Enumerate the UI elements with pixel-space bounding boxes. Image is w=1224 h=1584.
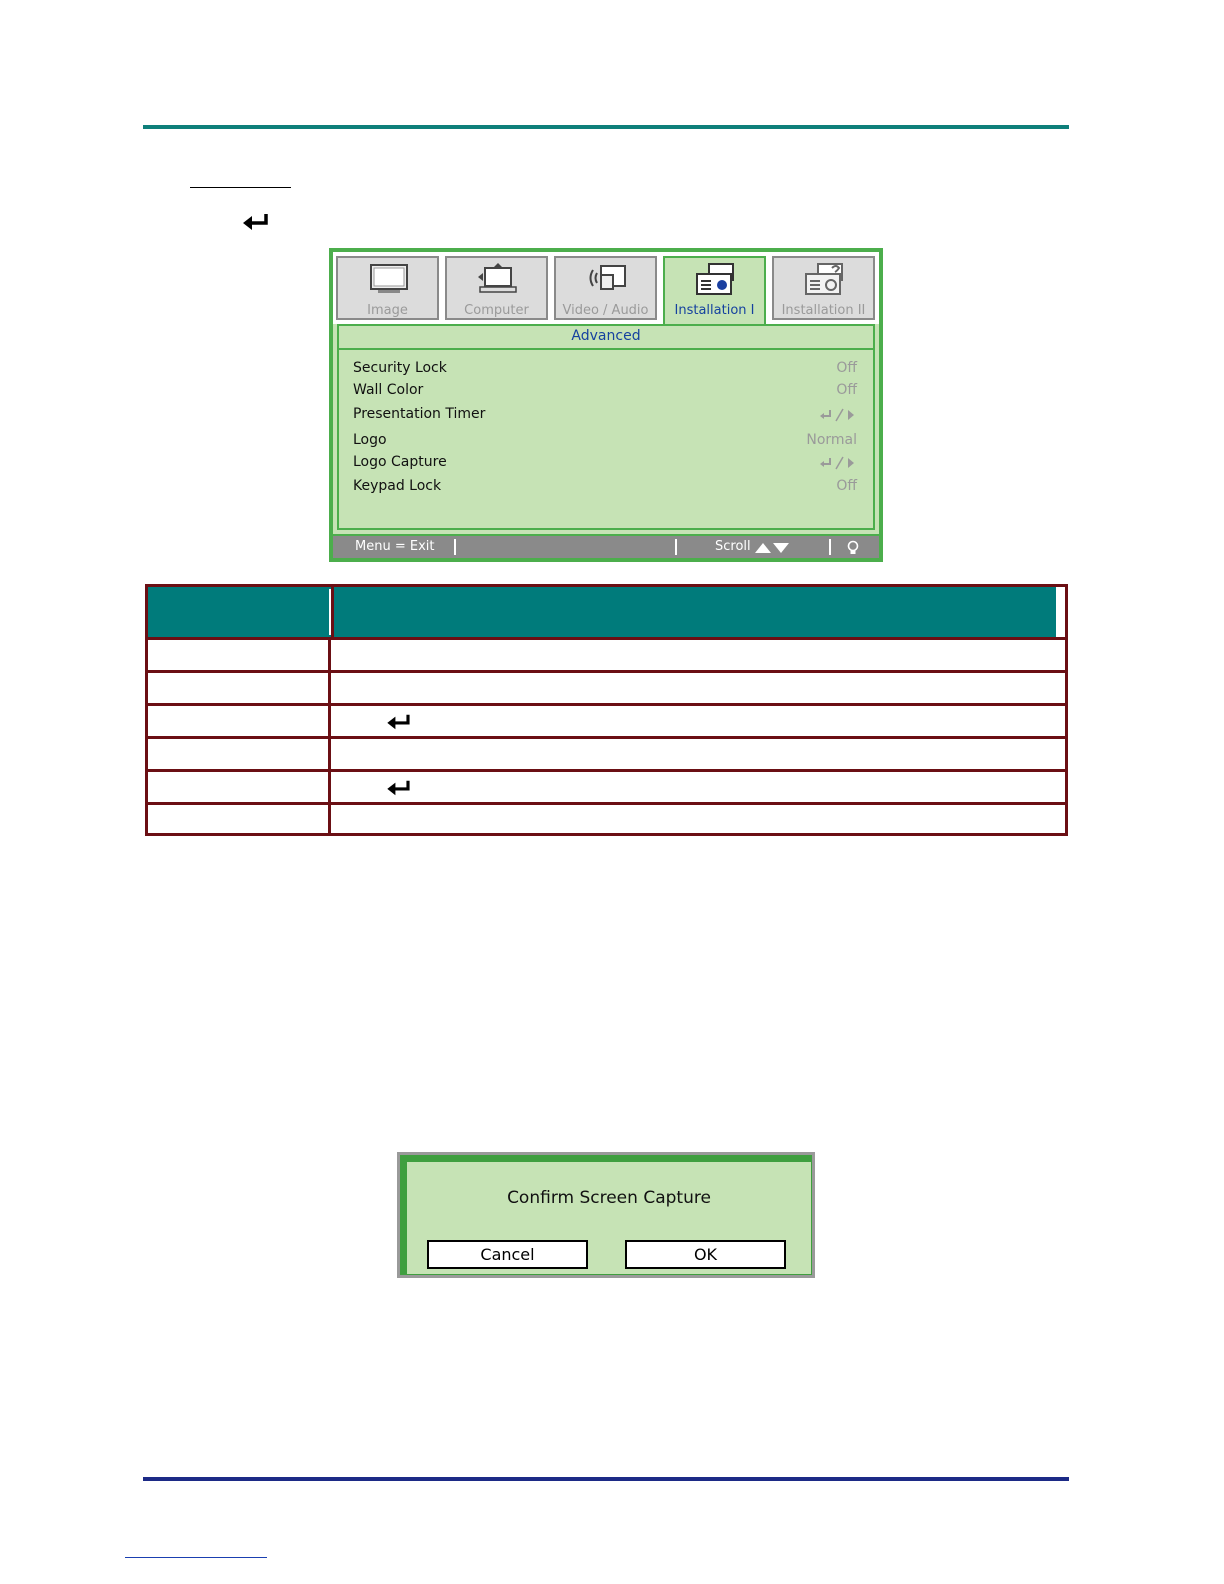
table-cell-item (148, 739, 331, 769)
menu-item-keypad-lock[interactable] (353, 478, 857, 498)
table-header (148, 587, 1065, 637)
computer-icon (477, 262, 519, 296)
heading-underline (190, 187, 291, 188)
tab-image[interactable] (336, 256, 439, 320)
confirm-capture-dialog (397, 1152, 815, 1278)
table-cell-description (334, 739, 1065, 769)
table-cell-item (148, 706, 331, 736)
monitor-icon (368, 262, 410, 296)
header-edge (1056, 587, 1065, 637)
table-row (148, 802, 1065, 835)
table-cell-item (148, 640, 331, 670)
table-cell-item (148, 772, 331, 802)
tab-video-audio[interactable] (554, 256, 657, 320)
status-separator (829, 539, 831, 555)
footer-link-underline (125, 1557, 267, 1558)
tab-computer[interactable] (445, 256, 548, 320)
scroll-hint: Scroll (715, 539, 751, 554)
enter-right-icon (819, 456, 857, 470)
status-separator (454, 539, 456, 555)
tab-installation-1[interactable] (663, 256, 766, 326)
tab-label-installation-1: Installation I (674, 303, 755, 318)
table-cell-item (148, 673, 331, 703)
table-row (148, 703, 1065, 736)
menu-item-logo-capture[interactable] (353, 454, 857, 474)
menu-item-label: Logo (353, 432, 387, 448)
footer-rule (143, 1477, 1069, 1481)
scroll-arrows-icon (755, 542, 789, 554)
menu-item-value: Off (836, 478, 857, 494)
table-cell-description (334, 706, 1065, 736)
menu-item-value: Normal (806, 432, 857, 448)
header-rule (143, 125, 1069, 129)
projector-icon (695, 262, 737, 296)
table-cell-description (334, 640, 1065, 670)
menu-item-label: Wall Color (353, 382, 424, 398)
projector-settings-icon (804, 262, 846, 296)
cancel-button[interactable]: Cancel (427, 1240, 588, 1269)
table-row (148, 637, 1065, 670)
osd-inner (333, 252, 879, 558)
table-row (148, 736, 1065, 769)
table-row (148, 670, 1065, 703)
lamp-icon (847, 540, 859, 556)
tab-label-video-audio: Video / Audio (562, 303, 649, 318)
header-cell-item (150, 589, 331, 635)
table-cell-description (334, 772, 1065, 802)
dialog-title: Confirm Screen Capture (507, 1188, 711, 1208)
advanced-panel (337, 324, 875, 530)
osd-tab-strip (333, 252, 879, 324)
menu-item-value: Off (836, 382, 857, 398)
menu-item-presentation-timer[interactable] (353, 406, 857, 426)
dialog-frame (400, 1155, 812, 1275)
enter-key-icon (242, 212, 270, 232)
header-divider (331, 587, 334, 637)
settings-table (145, 584, 1068, 836)
video-audio-icon (586, 262, 628, 296)
enter-key-icon (386, 713, 412, 731)
tab-installation-2[interactable] (772, 256, 875, 320)
tab-label-computer: Computer (464, 303, 529, 318)
status-separator (675, 539, 677, 555)
menu-item-label: Presentation Timer (353, 406, 486, 422)
table-cell-description (334, 673, 1065, 703)
menu-item-logo[interactable] (353, 432, 857, 452)
table-cell-item (148, 805, 331, 835)
ok-button[interactable]: OK (625, 1240, 786, 1269)
dialog-body (407, 1162, 811, 1274)
menu-item-label: Security Lock (353, 360, 447, 376)
table-cell-description (334, 805, 1065, 835)
panel-title: Advanced (571, 328, 641, 344)
table-row (148, 769, 1065, 802)
menu-exit-hint: Menu = Exit (355, 539, 435, 554)
panel-divider (339, 348, 873, 350)
enter-right-icon (819, 408, 857, 422)
menu-item-label: Keypad Lock (353, 478, 442, 494)
menu-item-label: Logo Capture (353, 454, 447, 470)
tab-label-image: Image (367, 303, 408, 318)
enter-key-icon (386, 779, 412, 797)
menu-item-value: Off (836, 360, 857, 376)
menu-item-wall-color[interactable] (353, 382, 857, 402)
menu-item-security-lock[interactable] (353, 360, 857, 380)
osd-status-bar (333, 534, 879, 558)
osd-menu (329, 248, 883, 562)
tab-label-installation-2: Installation II (781, 303, 866, 318)
